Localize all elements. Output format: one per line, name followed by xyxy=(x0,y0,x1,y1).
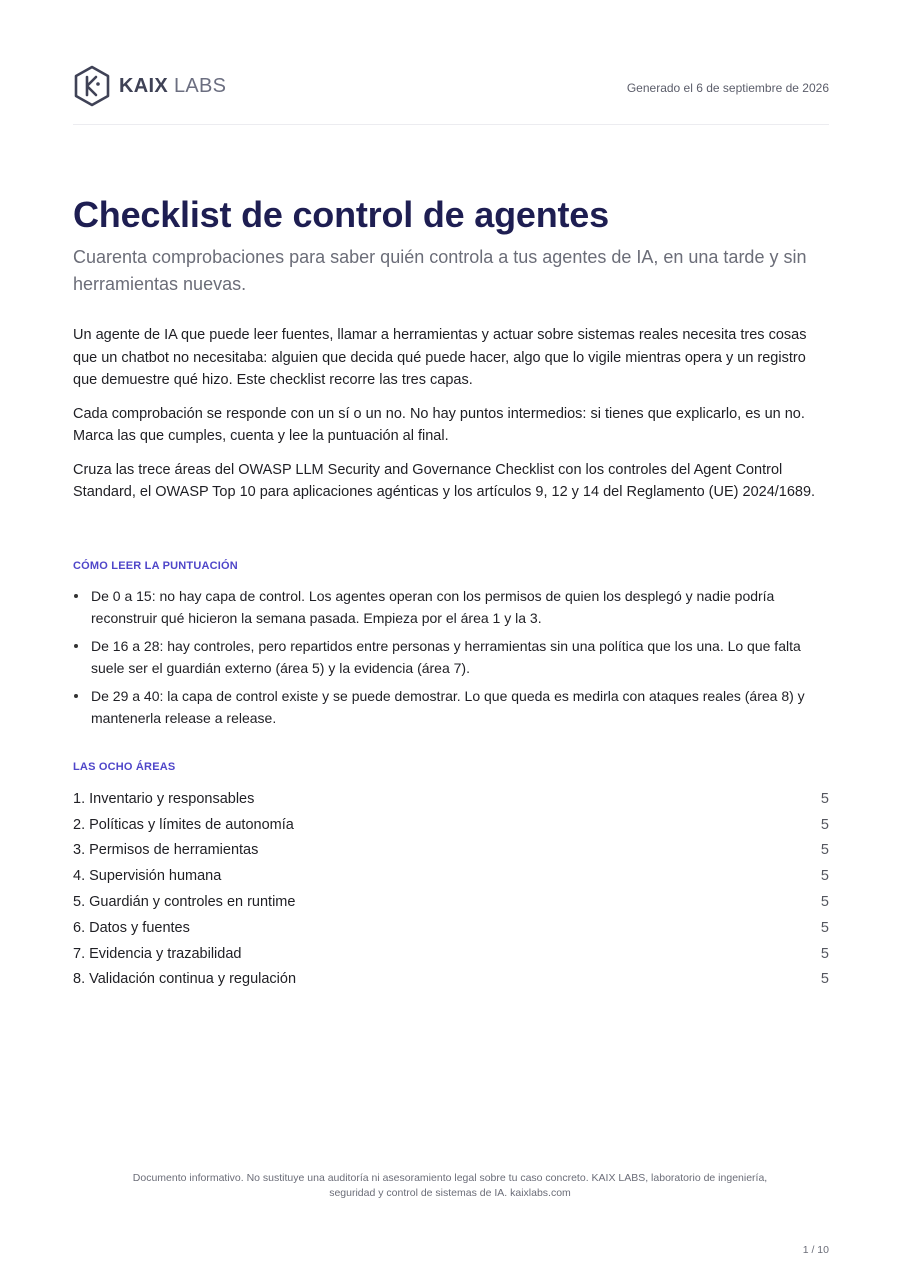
intro-section xyxy=(73,324,833,515)
area-name: 3. Permisos de herramientas xyxy=(73,842,259,859)
area-name: 7. Evidencia y trazabilidad xyxy=(73,945,242,962)
area-row xyxy=(73,889,829,915)
area-name: 8. Validación continua y regulación xyxy=(73,971,297,988)
area-row xyxy=(73,838,829,864)
page-title: Checklist de control de agentes xyxy=(73,194,609,235)
area-row xyxy=(73,967,829,993)
area-count: 5 xyxy=(820,945,829,962)
logo-wordmark xyxy=(119,75,226,98)
area-name: 2. Políticas y límites de autonomía xyxy=(73,816,294,833)
page-number: 1 / 10 xyxy=(802,1244,829,1256)
scoring-list xyxy=(73,585,833,735)
logo-labs: LABS xyxy=(173,74,227,97)
area-row xyxy=(73,915,829,941)
area-name: 6. Datos y fuentes xyxy=(73,919,190,936)
area-row xyxy=(73,786,829,812)
area-row xyxy=(73,812,829,838)
bullet-dot xyxy=(74,644,78,648)
area-count: 5 xyxy=(820,816,829,833)
areas-heading: LAS OCHO ÁREAS xyxy=(73,761,176,773)
area-name: 5. Guardián y controles en runtime xyxy=(73,894,296,911)
scoring-item xyxy=(73,585,833,629)
scoring-item-text: De 0 a 15: no hay capa de control. Los agentes operan con los permisos de quien los desplegó y nadie podría reconstruir qué hicieron la semana pasada. Empieza por el área 1 y la 3. xyxy=(91,588,775,626)
area-row xyxy=(73,941,829,967)
intro-paragraph: Cada comprobación se responde con un sí o un no. No hay puntos intermedios: si tienes que explicarlo, es un no. Marca las que cumples, cuenta y lee la puntuación al final. xyxy=(73,405,805,444)
page-header xyxy=(73,62,829,125)
scoring-heading: CÓMO LEER LA PUNTUACIÓN xyxy=(73,560,238,572)
scoring-item-text: De 29 a 40: la capa de control existe y se puede demostrar. Lo que queda es medirla con ataques reales (área 8) y mantenerla release a release. xyxy=(91,688,805,726)
bullet-dot xyxy=(74,694,78,698)
scoring-item xyxy=(73,685,833,729)
area-name: 4. Supervisión humana xyxy=(73,868,222,885)
area-name: 1. Inventario y responsables xyxy=(73,790,255,807)
hexagon-k-icon xyxy=(73,65,111,107)
area-count: 5 xyxy=(820,790,829,807)
scoring-item xyxy=(73,635,833,679)
area-count: 5 xyxy=(820,894,829,911)
kaix-labs-logo xyxy=(73,65,226,107)
intro-paragraph: Cruza las trece áreas del OWASP LLM Security and Governance Checklist con los controles del Agent Control Standard, el OWASP Top 10 para aplicaciones agénticas y los artículos 9, 12 y 14 del Reglamento (UE) 2024/1689. xyxy=(73,461,816,500)
scoring-item-text: De 16 a 28: hay controles, pero repartidos entre personas y herramientas sin una política que los una. Lo que falta suele ser el guardián externo (área 5) y la evidencia (área 7). xyxy=(91,638,801,676)
page-subtitle: Cuarenta comprobaciones para saber quién controla a tus agentes de IA, en una tarde y sin herramientas nuevas. xyxy=(73,247,807,294)
area-row xyxy=(73,863,829,889)
area-count: 5 xyxy=(820,868,829,885)
area-count: 5 xyxy=(820,971,829,988)
generated-date: Generado el 6 de septiembre de 2026 xyxy=(626,81,829,95)
bullet-dot xyxy=(74,594,78,598)
footer-disclaimer: Documento informativo. No sustituye una auditoría ni asesoramiento legal sobre tu caso concreto. KAIX LABS, laboratorio de ingeniería, seguridad y control de sistemas de IA. kaixlabs.com xyxy=(132,1172,768,1199)
intro-paragraph: Un agente de IA que puede leer fuentes, llamar a herramientas y actuar sobre sistemas reales necesita tres cosas que un chatbot no necesitaba: alguien que decida qué puede hacer, algo que lo vigile mientras opera y un registro que demuestre qué hizo. Este checklist recorre las tres capas. xyxy=(73,327,807,388)
areas-list xyxy=(73,786,829,992)
area-count: 5 xyxy=(820,842,829,859)
area-count: 5 xyxy=(820,919,829,936)
logo-kaix: KAIX xyxy=(119,74,168,97)
